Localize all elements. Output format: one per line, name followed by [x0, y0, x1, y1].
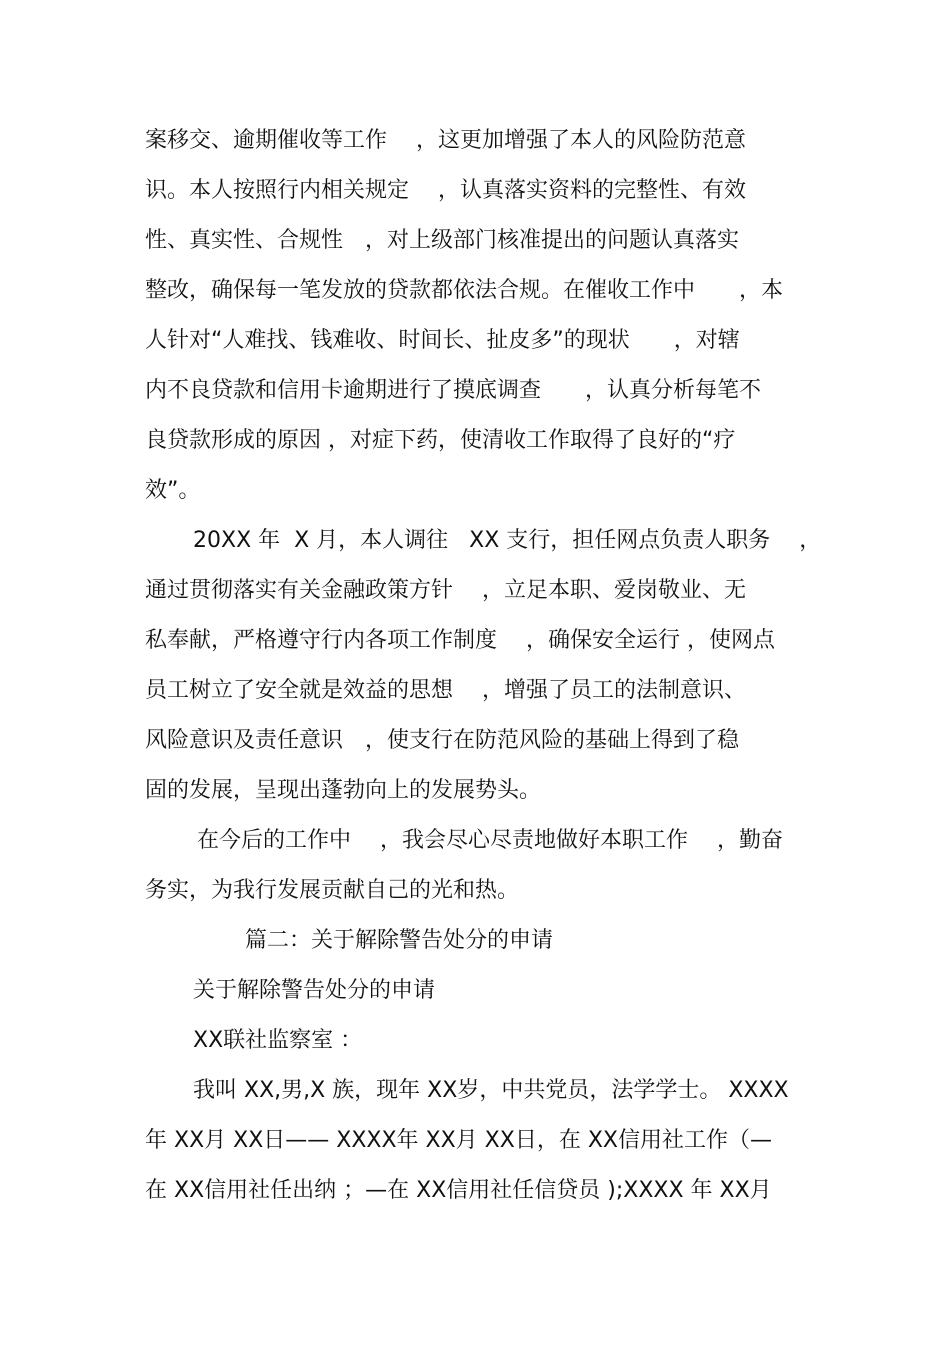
paragraph-line: 员工树立了安全就是效益的思想 ，增强了员工的法制意识、	[145, 678, 746, 703]
paragraph-line: 性、真实性、合规性 ，对上级部门核准提出的问题认真落实	[145, 228, 740, 253]
paragraph-line: 在今后的工作中 ，我会尽心尽责地做好本职工作 ，勤奋	[197, 828, 783, 853]
paragraph-line: 年 XX月 XX日—— XXXX年 XX月 XX日，在 XX信用社工作（—	[145, 1128, 772, 1153]
paragraph-line: 固的发展，呈现出蓬勃向上的发展势头。	[145, 778, 542, 803]
paragraph-line: 良贷款形成的原因 ，对症下药，使清收工作取得了良好的“疗	[145, 428, 736, 453]
paragraph-line: 风险意识及责任意识 ，使支行在防范风险的基础上得到了稳	[145, 728, 740, 753]
paragraph-line: 识。本人按照行内相关规定 ，认真落实资料的完整性、有效	[145, 178, 746, 203]
paragraph-line: 私奉献，严格遵守行内各项工作制度 ，确保安全运行 ，使网点	[145, 628, 775, 653]
paragraph-line: 效”。	[145, 478, 201, 503]
salutation: XX联社监察室 ：	[193, 1028, 363, 1053]
paragraph-line: 务实，为我行发展贡献自己的光和热。	[145, 878, 520, 903]
paragraph-line: 20XX 年 X 月，本人调往 XX 支行，担任网点负责人职务 ，	[193, 528, 822, 553]
paragraph-line: 在 XX信用社任出纳 ；—在 XX信用社任信贷员 );XXXX 年 XX月	[145, 1178, 772, 1203]
paragraph-line: 内不良贷款和信用卡逾期进行了摸底调查 ，认真分析每笔不	[145, 378, 762, 403]
paragraph-line: 整改，确保每一笔发放的贷款都依法合规。在催收工作中 ，本	[145, 278, 784, 303]
paragraph-line: 案移交、逾期催收等工作 ，这更加增强了本人的风险防范意	[145, 128, 746, 153]
paragraph-line: 我叫 XX,男,X 族，现年 XX岁，中共党员，法学学士。 XXXX	[193, 1078, 789, 1103]
paragraph-line: 人针对“人难找、钱难收、时间长、扯皮多”的现状 ，对辖	[145, 328, 740, 353]
section-heading: 篇二：关于解除警告处分的申请	[245, 928, 554, 953]
paragraph-line: 通过贯彻落实有关金融政策方针 ，立足本职、爱岗敬业、无	[145, 578, 746, 603]
document-title: 关于解除警告处分的申请	[193, 978, 436, 1003]
